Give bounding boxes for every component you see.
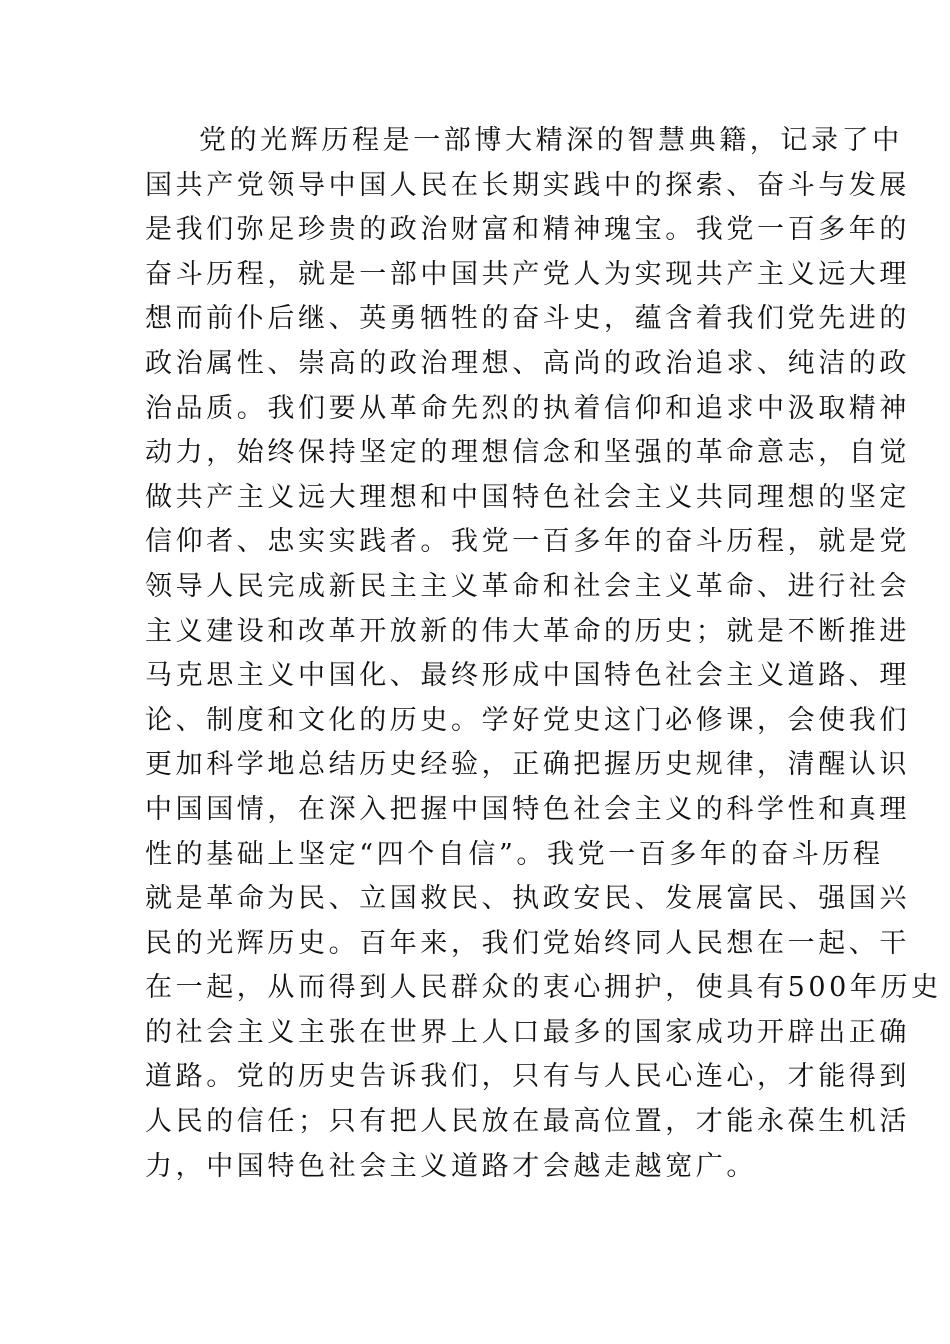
paragraph-line: 性的基础上坚定“四个自信”。我党一百多年的奋斗历程 [145,838,884,870]
paragraph-line: 民的光辉历史。百年来，我们党始终同人民想在一起、干 [145,927,910,959]
paragraph-line: 马克思主义中国化、最终形成中国特色社会主义道路、理 [145,660,910,692]
paragraph-line: 中国国情，在深入把握中国特色社会主义的科学性和真理 [145,793,910,825]
paragraph-line: 力，中国特色社会主义道路才会越走越宽广。 [145,1150,757,1182]
body-paragraph [145,119,942,1189]
paragraph-line: 更加科学地总结历史经验，正确把握历史规律，清醒认识 [145,749,910,781]
paragraph-line: 的社会主义主张在世界上人口最多的国家成功开辟出正确 [145,1016,910,1048]
paragraph-line: 在一起，从而得到人民群众的衷心拥护，使具有500年历史 [145,972,942,1004]
paragraph-line: 国共产党领导中国人民在长期实践中的探索、奋斗与发展 [145,169,910,201]
paragraph-line: 政治属性、崇高的政治理想、高尚的政治追求、纯洁的政 [145,347,910,379]
paragraph-line: 动力，始终保持坚定的理想信念和坚强的革命意志，自觉 [145,437,910,469]
paragraph-line: 信仰者、忠实实践者。我党一百多年的奋斗历程，就是党 [145,526,910,558]
paragraph-line: 论、制度和文化的历史。学好党史这门必修课，会使我们 [145,704,910,736]
paragraph-line: 党的光辉历程是一部博大精深的智慧典籍，记录了中 [199,125,903,156]
paragraph-line: 道路。党的历史告诉我们，只有与人民心连心，才能得到 [145,1061,910,1093]
paragraph-line: 人民的信任；只有把人民放在最高位置，才能永葆生机活 [145,1106,910,1138]
paragraph-line: 领导人民完成新民主主义革命和社会主义革命、进行社会 [145,570,910,602]
paragraph-line: 想而前仆后继、英勇牺牲的奋斗史，蕴含着我们党先进的 [145,303,910,335]
paragraph-line: 治品质。我们要从革命先烈的执着信仰和追求中汲取精神 [145,392,910,424]
paragraph-line: 就是革命为民、立国救民、执政安民、发展富民、强国兴 [145,883,910,915]
paragraph-line: 奋斗历程，就是一部中国共产党人为实现共产主义远大理 [145,258,910,290]
paragraph-line: 主义建设和改革开放新的伟大革命的历史；就是不断推进 [145,615,910,647]
paragraph-line: 是我们弥足珍贵的政治财富和精神瑰宝。我党一百多年的 [145,214,910,246]
paragraph-line: 做共产主义远大理想和中国特色社会主义共同理想的坚定 [145,481,910,513]
